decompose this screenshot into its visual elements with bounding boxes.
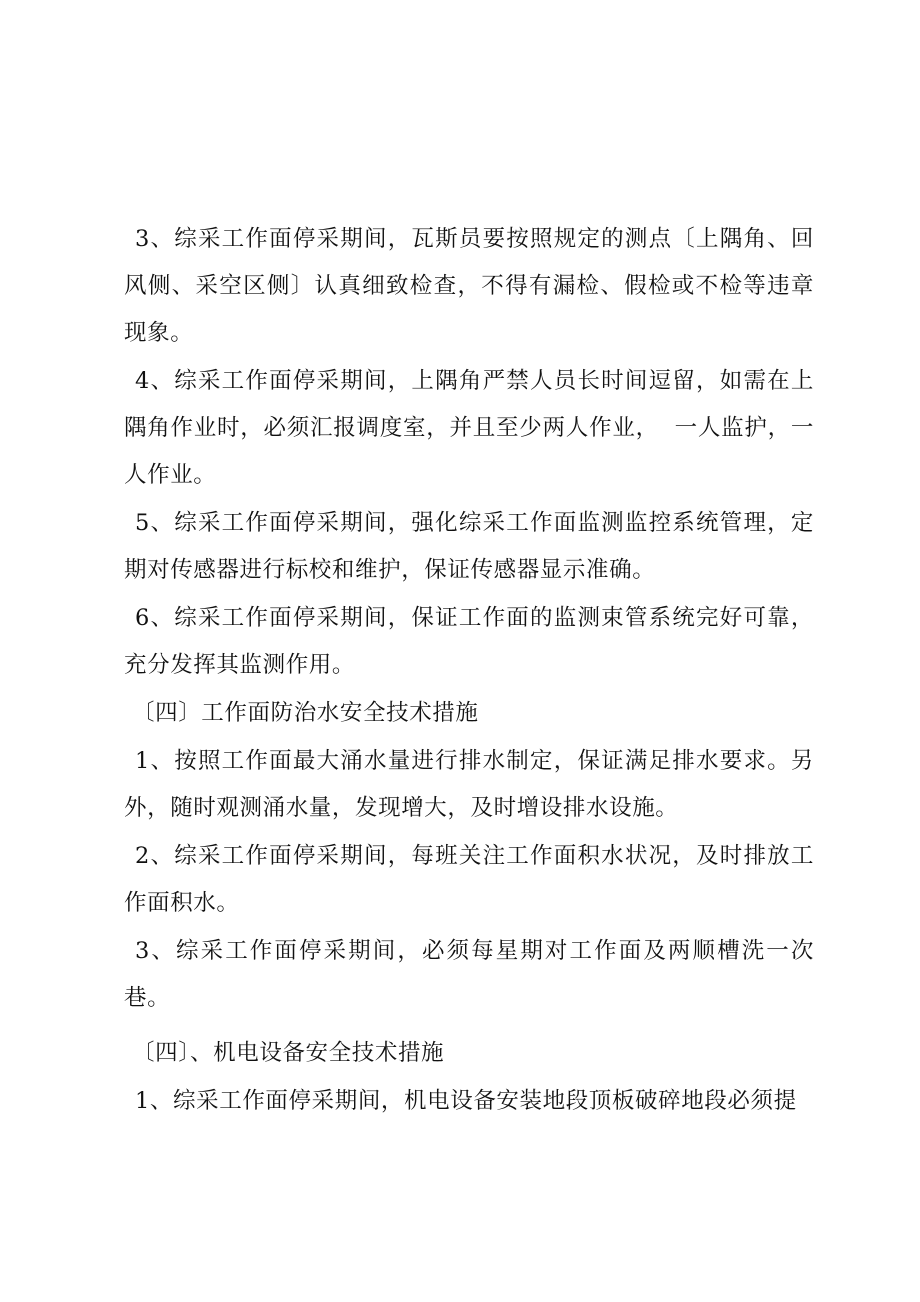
heading-water-prevention: 〔四〕工作面防治水安全技术措施 xyxy=(132,700,479,726)
paragraph-water-accumulation: 2、综采工作面停采期间，每班关注工作面积水状况，及时排放工作面积水。 xyxy=(124,843,814,916)
paragraph-roadway-washing: 3、综采工作面停采期间，必须每星期对工作面及两顺槽洗一次巷。 xyxy=(124,938,814,1011)
paragraph-drainage: 1、按照工作面最大涌水量进行排水制定，保证满足排水要求。另外，随时观测涌水量，发现增大，及时增设排水设施。 xyxy=(124,748,814,821)
paragraph-beam-tube: 6、综采工作面停采期间，保证工作面的监测束管系统完好可靠，充分发挥其监测作用。 xyxy=(124,605,814,678)
paragraph-equipment-installation: 1、综采工作面停采期间，机电设备安装地段顶板破碎地段必须提 xyxy=(135,1088,797,1114)
paragraph-monitoring-system: 5、综采工作面停采期间，强化综采工作面监测监控系统管理，定期对传感器进行标校和维护，保证传感器显示准确。 xyxy=(124,510,814,583)
paragraph-gas-inspection: 3、综采工作面停采期间，瓦斯员要按照规定的测点〔上隅角、回风侧、采空区侧〕认真细致检查，不得有漏检、假检或不检等违章现象。 xyxy=(124,226,814,346)
heading-electromechanical: 〔四〕、机电设备安全技术措施 xyxy=(132,1040,445,1066)
paragraph-upper-corner: 4、综采工作面停采期间，上隅角严禁人员长时间逗留，如需在上隅角作业时，必须汇报调度室，并且至少两人作业， 一人监护，一人作业。 xyxy=(124,368,814,488)
